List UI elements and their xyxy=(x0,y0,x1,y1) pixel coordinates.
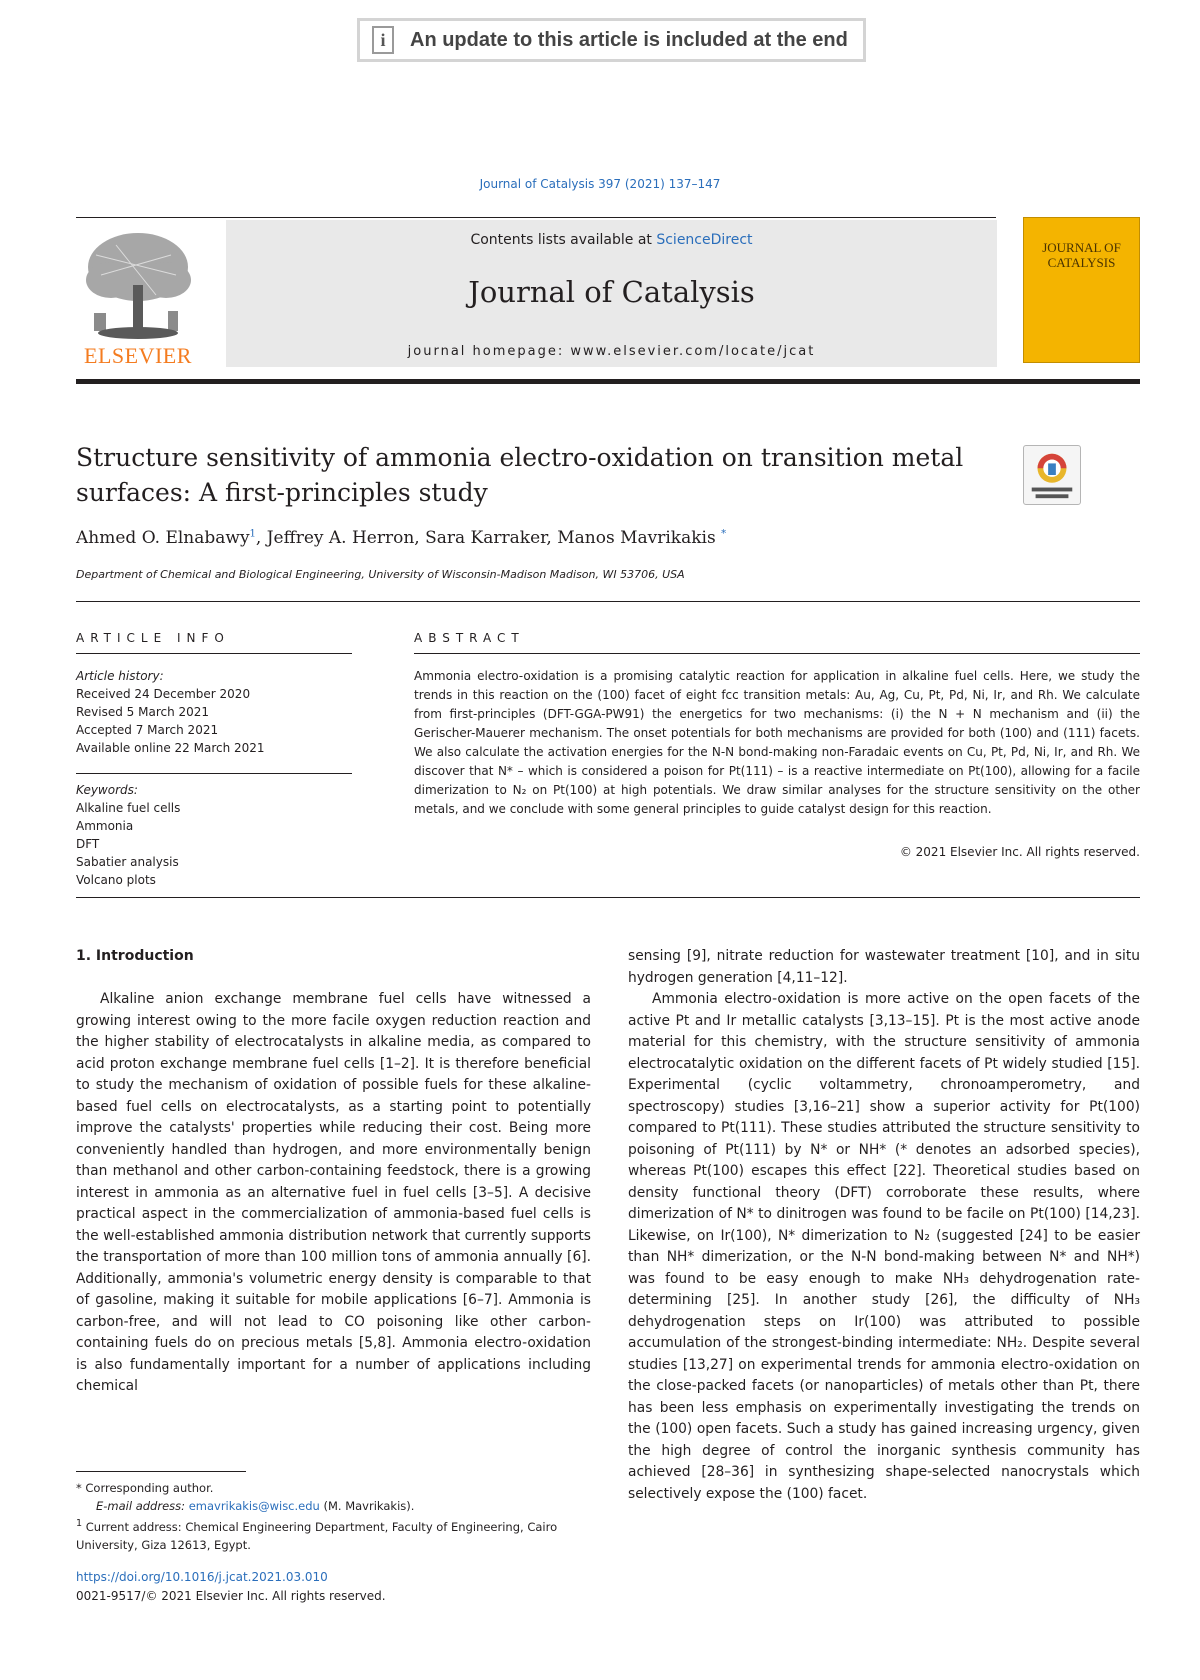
journal-citation[interactable]: Journal of Catalysis 397 (2021) 137–147 xyxy=(479,177,721,191)
keywords-label: Keywords: xyxy=(76,783,138,797)
update-banner-text: An update to this article is included at the end xyxy=(410,28,848,51)
abstract-text: Ammonia electro-oxidation is a promising catalytic reaction for application in alkaline fuel cells. Here, we study the trends in this reaction on the (100) facet of eight fcc transition metals: Au, Ag, Cu, Pt, Pd, Ni, Ir, and Rh. We calculate from first-principles (DFT-GGA-PW91) the energetics for two mechanisms: (i) the N + N mechanism and (ii) the Gerischer-Mauerer mechanism. The onset potentials for both mechanisms are provided for both (100) and (111) facets. We also calculate the activation energies for the N-N bond-making non-Faradaic events on Cu, Pt, Pd, Ni, Ir, and Rh. We discover that N* – which is considered a poison for Pt(111) – is a reactive intermediate on Pt(100), allowing for a facile dimerization to N₂ on Pt(100) at high potentials. We draw similar analyses for the structure sensitivity on the other metals, and we conclude with some general principles to guide catalyst design for this reaction. xyxy=(414,669,1140,816)
sciencedirect-link[interactable]: ScienceDirect xyxy=(656,232,753,248)
footnote-mark: * xyxy=(76,1481,82,1495)
journal-cover-title xyxy=(1023,240,1140,270)
author-footnote-mark[interactable]: 1 xyxy=(249,528,256,540)
cover-title-line1: JOURNAL OF xyxy=(1042,240,1121,255)
history-item: Accepted 7 March 2021 xyxy=(76,723,219,737)
cover-title-line2: CATALYSIS xyxy=(1047,255,1116,270)
author-name[interactable]: Ahmed O. Elnabawy xyxy=(76,528,250,548)
homepage-prefix: journal homepage: xyxy=(407,344,571,359)
history-label: Article history: xyxy=(76,669,164,683)
keyword: DFT xyxy=(76,837,100,851)
footnote-current-address xyxy=(76,1515,591,1554)
info-icon: i xyxy=(372,26,394,54)
article-history xyxy=(76,667,352,757)
divider xyxy=(76,897,1140,898)
email-name: (M. Mavrikakis). xyxy=(319,1499,415,1513)
paragraph: sensing [9], nitrate reduction for wastewater treatment [10], and in situ hydrogen generation [4,11–12]. xyxy=(628,948,1140,986)
footnote-email xyxy=(76,1497,591,1515)
affiliation: Department of Chemical and Biological Engineering, University of Wisconsin-Madison Madison, WI 53706, USA xyxy=(76,568,685,581)
author-name[interactable]: Jeffrey A. Herron xyxy=(266,528,415,548)
author-name[interactable]: Manos Mavrikakis xyxy=(557,528,716,548)
keyword: Alkaline fuel cells xyxy=(76,801,181,815)
email-label: E-mail address: xyxy=(96,1499,189,1513)
title-line-1: Structure sensitivity of ammonia electro-oxidation on transition metal xyxy=(76,443,964,472)
doi-link[interactable]: https://doi.org/10.1016/j.jcat.2021.03.010 xyxy=(76,1570,328,1584)
title-line-2: surfaces: A first-principles study xyxy=(76,478,488,507)
paragraph: Alkaline anion exchange membrane fuel cells have witnessed a growing interest owing to the more facile oxygen reduction reaction and the higher stability of electrocatalysts in alkaline media, as compared to acid proton exchange membrane fuel cells [1–2]. It is therefore beneficial to study the mechanism of oxidation of possible fuels for these alkaline-based fuel cells on electrocatalysts, as a starting point to potentially improve the catalysts' properties while reducing their cost. Being more conveniently handled than hydrogen, and more environmentally benign than methanol and other carbon-containing feedstock, there is a growing interest in ammonia as an alternative fuel in fuel cells [3–5]. A decisive practical aspect in the commercialization of ammonia-based fuel cells is the well-established ammonia distribution network that currently supports the transportation of more than 100 million tons of ammonia annually [6]. Additionally, ammonia's volumetric energy density is comparable to that of gasoline, making it suitable for mobile applications [6–7]. Ammonia is carbon-free, and will not lead to CO poisoning like other carbon-containing fuels do on precious metals [5,8]. Ammonia electro-oxidation is also fundamentally important for a number of applications including chemical xyxy=(76,991,591,1394)
history-item: Available online 22 March 2021 xyxy=(76,741,265,755)
footnote-text: Corresponding author. xyxy=(85,1481,214,1495)
divider xyxy=(76,601,1140,602)
article-title xyxy=(76,440,1006,510)
divider xyxy=(76,773,352,774)
author-list: Ahmed O. Elnabawy$^1$, Jeffrey A. Herron, Sara Karraker, Manos Mavrikakis * xyxy=(76,528,727,548)
body-column-left xyxy=(76,989,591,1398)
email-link[interactable]: emavrikakis@wisc.edu xyxy=(188,1499,320,1513)
footnote-mark: 1 xyxy=(76,1518,83,1529)
issn-copyright: 0021-9517/© 2021 Elsevier Inc. All rights reserved. xyxy=(76,1589,386,1603)
article-info-heading: ARTICLE INFO xyxy=(76,631,230,645)
journal-name: Journal of Catalysis xyxy=(468,275,755,309)
homepage-link[interactable]: www.elsevier.com/locate/jcat xyxy=(570,344,816,359)
divider xyxy=(414,653,1140,654)
keywords xyxy=(76,781,352,889)
footnote-text: Current address: Chemical Engineering Department, Faculty of Engineering, Cairo University, Giza 12613, Egypt. xyxy=(76,1519,558,1552)
journal-homepage-line xyxy=(226,344,997,359)
abstract-heading: ABSTRACT xyxy=(414,631,525,645)
keyword: Ammonia xyxy=(76,819,134,833)
check-for-updates-icon[interactable] xyxy=(1023,445,1081,505)
section-heading-introduction: 1. Introduction xyxy=(76,948,194,964)
history-item: Revised 5 March 2021 xyxy=(76,705,210,719)
contents-available-line xyxy=(226,232,997,248)
keyword: Volcano plots xyxy=(76,873,156,887)
divider xyxy=(76,653,352,654)
abstract-copyright: © 2021 Elsevier Inc. All rights reserved. xyxy=(899,845,1140,859)
header-divider xyxy=(76,217,996,218)
footnote-corresponding xyxy=(76,1479,591,1497)
update-banner[interactable] xyxy=(357,18,866,62)
body-column-right xyxy=(628,946,1140,1505)
author-name[interactable]: Sara Karraker xyxy=(425,528,547,548)
footnote-divider xyxy=(76,1471,246,1472)
paragraph: Ammonia electro-oxidation is more active on the open facets of the active Pt and Ir metallic catalysts [3,13–15]. Pt is the most active anode material for this chemistry, with the structure sensitivity of ammonia electrocatalytic oxidation on the different facets of Pt widely studied [15]. Experimental (cyclic voltammetry, chronoamperometry, and spectroscopy) studies [3,16–21] show a superior activity for Pt(100) compared to Pt(111). These studies attributed the structure sensitivity to poisoning of Pt(111) by N* or NH* (* denotes an adsorbed species), whereas Pt(100) escapes this effect [22]. Theoretical studies based on density functional theory (DFT) corroborate these results, where dimerization of N* to dinitrogen was found to be facile on Pt(100) [14,23]. Likewise, on Ir(100), N* dimerization to N₂ (suggested [24] to be easier than NH* dimerization, or the N-N bond-making between N* and NH*) was found to be easy enough to make NH₃ dehydrogenation rate-determining [25]. In another study [26], the difficulty of NH₃ dehydrogenation steps on Ir(100) was attributed to possible accumulation of the strongest-binding intermediate: NH₂. Despite several studies [13,27] on experimental trends for ammonia electro-oxidation on the close-packed facets (or nanoparticles) of metals other than Pt, there has been less emphasis on experimentally investigating the trends on the (100) open facets. Such a study has gained increasing urgency, given the high degree of control the inorganic synthesis community has achieved [28–36] in synthesizing shape-selected nanocrystals which selectively expose the (100) facet. xyxy=(628,991,1140,1502)
history-item: Received 24 December 2020 xyxy=(76,687,251,701)
elsevier-wordmark: ELSEVIER xyxy=(84,343,192,368)
journal-cover-thumbnail[interactable] xyxy=(1023,217,1140,363)
footnotes xyxy=(76,1479,591,1554)
header-thick-rule xyxy=(76,379,1140,384)
keyword: Sabatier analysis xyxy=(76,855,179,869)
contents-prefix: Contents lists available at xyxy=(470,232,657,248)
corresponding-author-mark[interactable]: * xyxy=(721,528,727,540)
